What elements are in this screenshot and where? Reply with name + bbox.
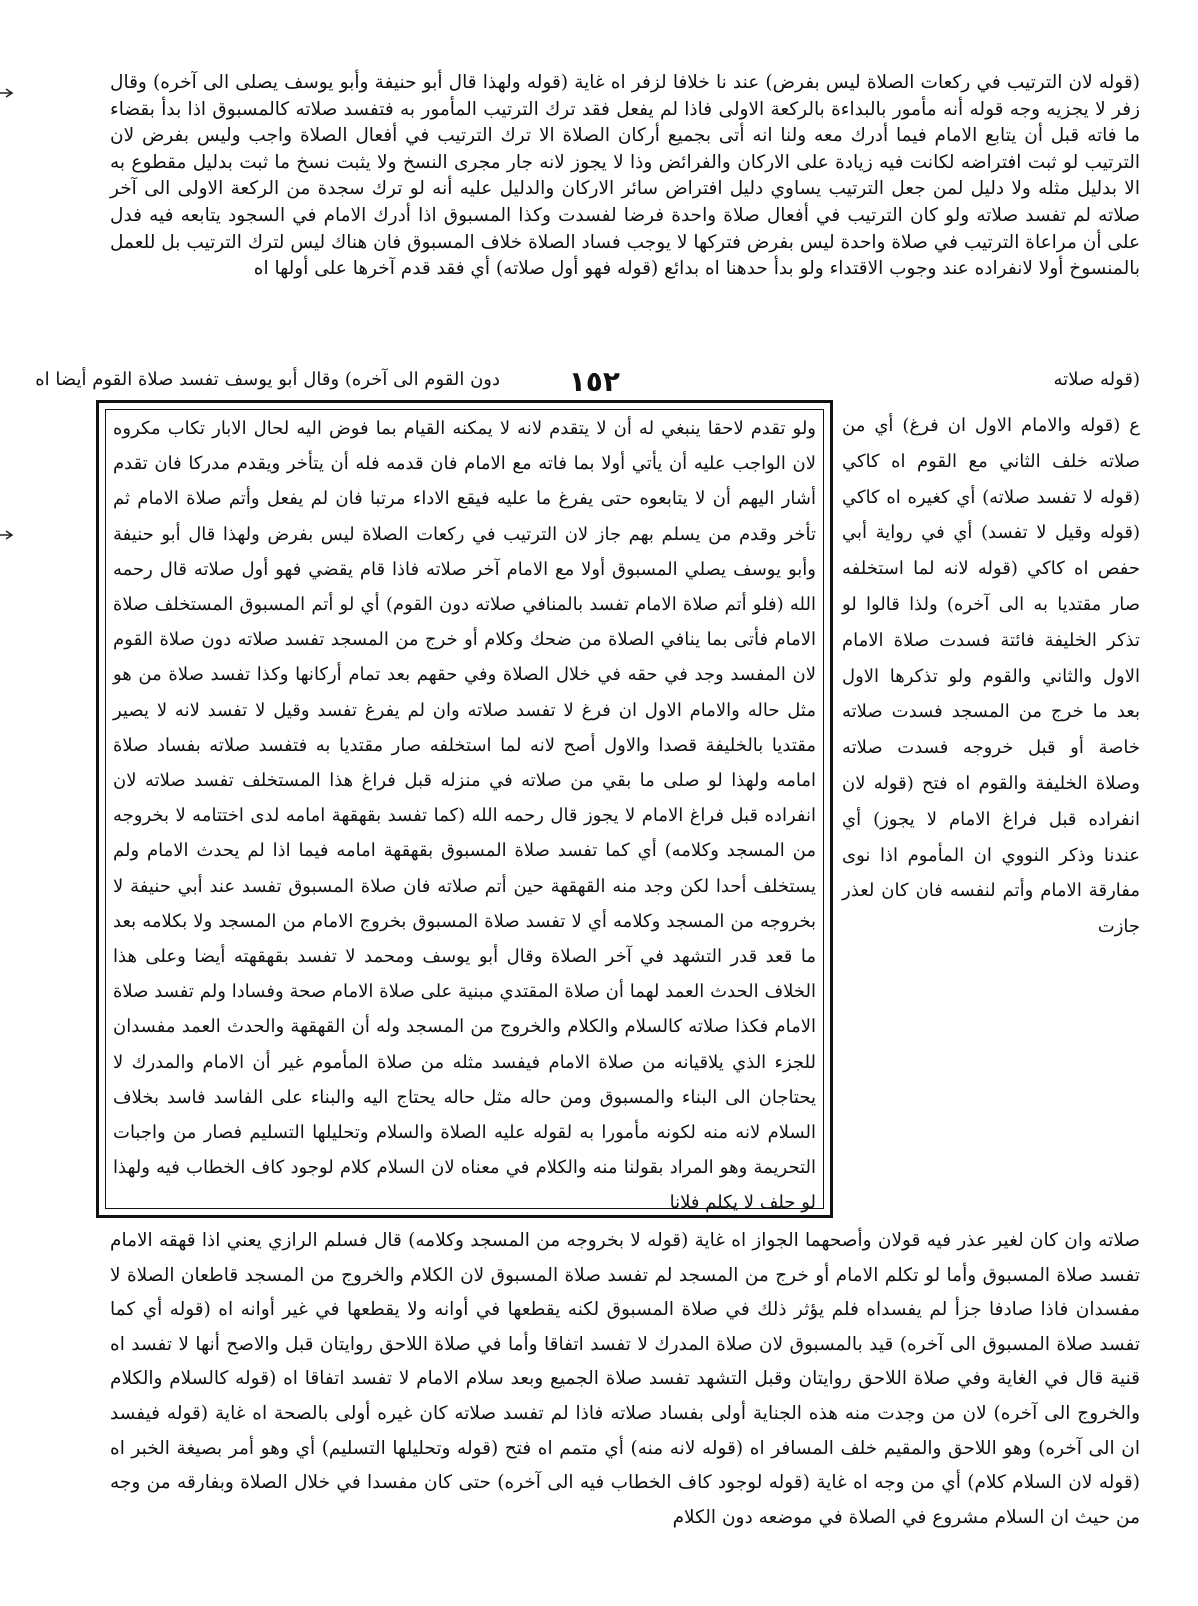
main-text <box>113 411 816 1221</box>
top-commentary <box>110 70 1140 283</box>
side-commentary-text: ع (قوله والامام الاول ان فرغ) أي من صلاته خلف الثاني مع القوم اه كاكي (قوله لا تفسد صلاته) أي كغيره اه كاكي (قوله وقيل لا تفسد) أي في رواية أبي حفص اه كاكي (قوله لانه لما استخلفه صار مقتديا به الى آخره) ولذا قالوا لو تذكر الخليفة فائتة فسدت صلاة الامام الاول والثاني والقوم ولو تذكرها الاول بعد ما خرج من المسجد فسدت صلاته خاصة أو قبل خروجه فسدت صلاته وصلاة الخليفة والقوم اه فتح (قوله لان انفراده قبل فراغ الامام لا يجوز) أي عندنا وذكر النووي ان المأموم اذا نوى مفارقة الامام وأتم لنفسه فان كان لعذر جازت <box>842 415 1140 938</box>
top-commentary-text: (قوله لان الترتيب في ركعات الصلاة ليس بفرض) عند نا خلافا لزفر اه غاية (قوله ولهذا قال أبو حنيفة وأبو يوسف يصلى الى آخره) وقال زفر لا يجزيه وجه قوله أنه مأمور بالبداءة بالركعة الاولى فاذا لم يفعل فقد ترك الترتيب المأمور به فتفسد صلاته كالمسبوق اذا بدأ بقضاء ما فاته قبل أن يتابع الامام فيما أدرك معه ولنا انه أتى بجميع أركان الصلاة الا ترك الترتيب في أفعال الصلاة واجب وليس بفرض لان الترتيب لو ثبت افتراضه لكانت فيه زيادة على الاركان والفرائض وذا لا يجوز لانه جار مجرى النسخ ولا يثبت نسخ ما ثبت بدليل مقطوع به الا بدليل مثله ولا دليل لمن جعل الترتيب يساوي دليل افتراض سائر الاركان والدليل عليه أنه لو ترك سجدة من الركعة الاولى الى آخر صلاته لم تفسد صلاته ولو كان الترتيب في أفعال صلاة واحدة فرضا لفسدت وكذا المسبوق اذا أدرك الامام في السجود يتابعه فيه فدل على أن مراعاة الترتيب في صلاة واحدة ليس بفرض فتركها لا يوجب فساد الصلاة خلاف المسبوق فان هناك ليس لترك الترتيب بل للعمل بالمنسوخ أولا لانفراده عند وجوب الاقتداء ولو بدأ حدهنا اه بدائع (قوله فهو أول صلاته) أي فقد قدم آخرها على أولها اه <box>110 72 1140 280</box>
side-commentary <box>842 408 1140 945</box>
main-text-paragraph: ولو تقدم لاحقا ينبغي له أن لا يتقدم لانه لا يمكنه القيام بما فوض اليه لحال الابار تكاب مكروه لان الواجب عليه أن يأتي أولا بما فاته مع الامام فان قدمه فله أن يتأخر ويقدم مدركا فان تقدم أشار اليهم أن لا يتابعوه حتى يفرغ ما عليه فيقع الاداء مرتبا فان لم يفعل وأتم صلاة الامام ثم تأخر وقدم من يسلم بهم جاز لان الترتيب في ركعات الصلاة ليس بفرض ولهذا قال أبو حنيفة وأبو يوسف يصلي المسبوق أولا مع الامام آخر صلاته فاذا قام يقضي فهو أول صلاته قال رحمه الله (فلو أتم صلاة الامام تفسد بالمنافي صلاته دون القوم) أي لو أتم المسبوق المستخلف صلاة الامام فأتى بما ينافي الصلاة من ضحك وكلام أو خرج من المسجد تفسد صلاته دون صلاة القوم لان المفسد وجد في حقه في خلال الصلاة وفي حقهم بعد تمام أركانها وكذا تفسد صلاة من هو مثل حاله والامام الاول ان فرغ لا تفسد صلاته وان لم يفرغ تفسد وقيل لا تفسد لانه لا يصير مقتديا بالخليفة قصدا والاول أصح لانه لما استخلفه صار مقتديا به فتفسد صلاته بفساد صلاة امامه ولهذا لو صلى ما بقي من صلاته في منزله قبل فراغ هذا المستخلف تفسد صلاته لان انفراده قبل فراغ الامام لا يجوز قال رحمه الله (كما تفسد بقهقهة امامه لدى اختتامه لا بخروجه من المسجد وكلامه) أي كما تفسد صلاة المسبوق بقهقهة امامه فيما اذا لم يحدث الامام ولم يستخلف أحدا لكن وجد منه القهقهة حين أتم صلاته فان صلاة المسبوق تفسد عند أبي حنيفة لا بخروجه من المسجد وكلامه أي لا تفسد صلاة المسبوق بخروج الامام من المسجد ولا بكلامه بعد ما قعد قدر التشهد في آخر الصلاة وقال أبو يوسف ومحمد لا تفسد بقهقهته أيضا وعلى هذا الخلاف الحدث العمد لهما أن صلاة المقتدي مبنية على صلاة الامام صحة وفسادا ولم تفسد صلاة الامام فكذا صلاته كالسلام والكلام والخروج من المسجد وله أن القهقهة والحدث العمد مفسدان للجزء الذي يلاقيانه من صلاة الامام فيفسد مثله من صلاة المأموم غير أن الامام والمدرك لا يحتاجان الى البناء والمسبوق ومن حاله مثل حاله يحتاج اليه والبناء على الفاسد فاسد بخلاف السلام لانه منه لكونه مأمورا به لقوله عليه الصلاة والسلام وتحليلها التسليم فصار من واجبات التحريمة وهو المراد بقولنا منه والكلام في معناه لان السلام كلام لوجود كاف الخطاب فيه ولهذا لو حلف لا يكلم فلانا <box>113 418 816 1214</box>
page-number: ١٥٢ <box>568 365 620 398</box>
margin-mark <box>0 530 14 540</box>
page-number-row <box>35 365 1140 403</box>
page-row-right-text: دون القوم الى آخره) وقال أبو يوسف تفسد صلاة القوم أيضا اه <box>35 369 500 390</box>
page-row-left-text: (قوله صلاته <box>1053 369 1140 390</box>
bottom-commentary <box>110 1224 1140 1535</box>
main-text-frame <box>96 400 833 1218</box>
bottom-commentary-text: صلاته وان كان لغير عذر فيه قولان وأصحهما الجواز اه غاية (قوله لا بخروجه من المسجد وكلامه) قال فسلم الرازي يعني اذا قهقه الامام تفسد صلاة المسبوق وأما لو تكلم الامام أو خرج من المسجد لم تفسد صلاة المسبوق لان الكلام والخروج من المسجد قاطعان الصلاة لا مفسدان فاذا صادفا جزأ لم يفسداه فلم يؤثر ذلك في صلاة المسبوق لكنه يقطعها في أوانه ولا يقطعها في غير أوانه اه (قوله أي كما تفسد صلاة المسبوق الى آخره) قيد بالمسبوق لان صلاة المدرك لا تفسد اتفاقا وأما في صلاة اللاحق روايتان قبل والاصح أنها لا تفسد اه قنية قال في الغاية وفي صلاة اللاحق روايتان وقبل التشهد تفسد صلاة الجميع وبعد سلام الامام لا تفسد اتفاقا اه (قوله كالسلام والكلام والخروج الى آخره) لان من وجدت منه هذه الجناية أولى بفساد صلاته فاذا لم تفسد صلاته كان غيره أولى بالصحة اه غاية (قوله فيفسد ان الى آخره) وهو اللاحق والمقيم خلف المسافر اه (قوله لانه منه) أي متمم اه فتح (قوله وتحليلها التسليم) أي وهو أمر بصيغة الخبر اه (قوله لان السلام كلام) أي من وجه اه غاية (قوله لوجود كاف الخطاب فيه الى آخره) حتى كان مفسدا في خلال الصلاة وبفارقه من وجه من حيث ان السلام مشروع في الصلاة في موضعه دون الكلام <box>110 1230 1140 1528</box>
margin-mark <box>0 88 14 98</box>
